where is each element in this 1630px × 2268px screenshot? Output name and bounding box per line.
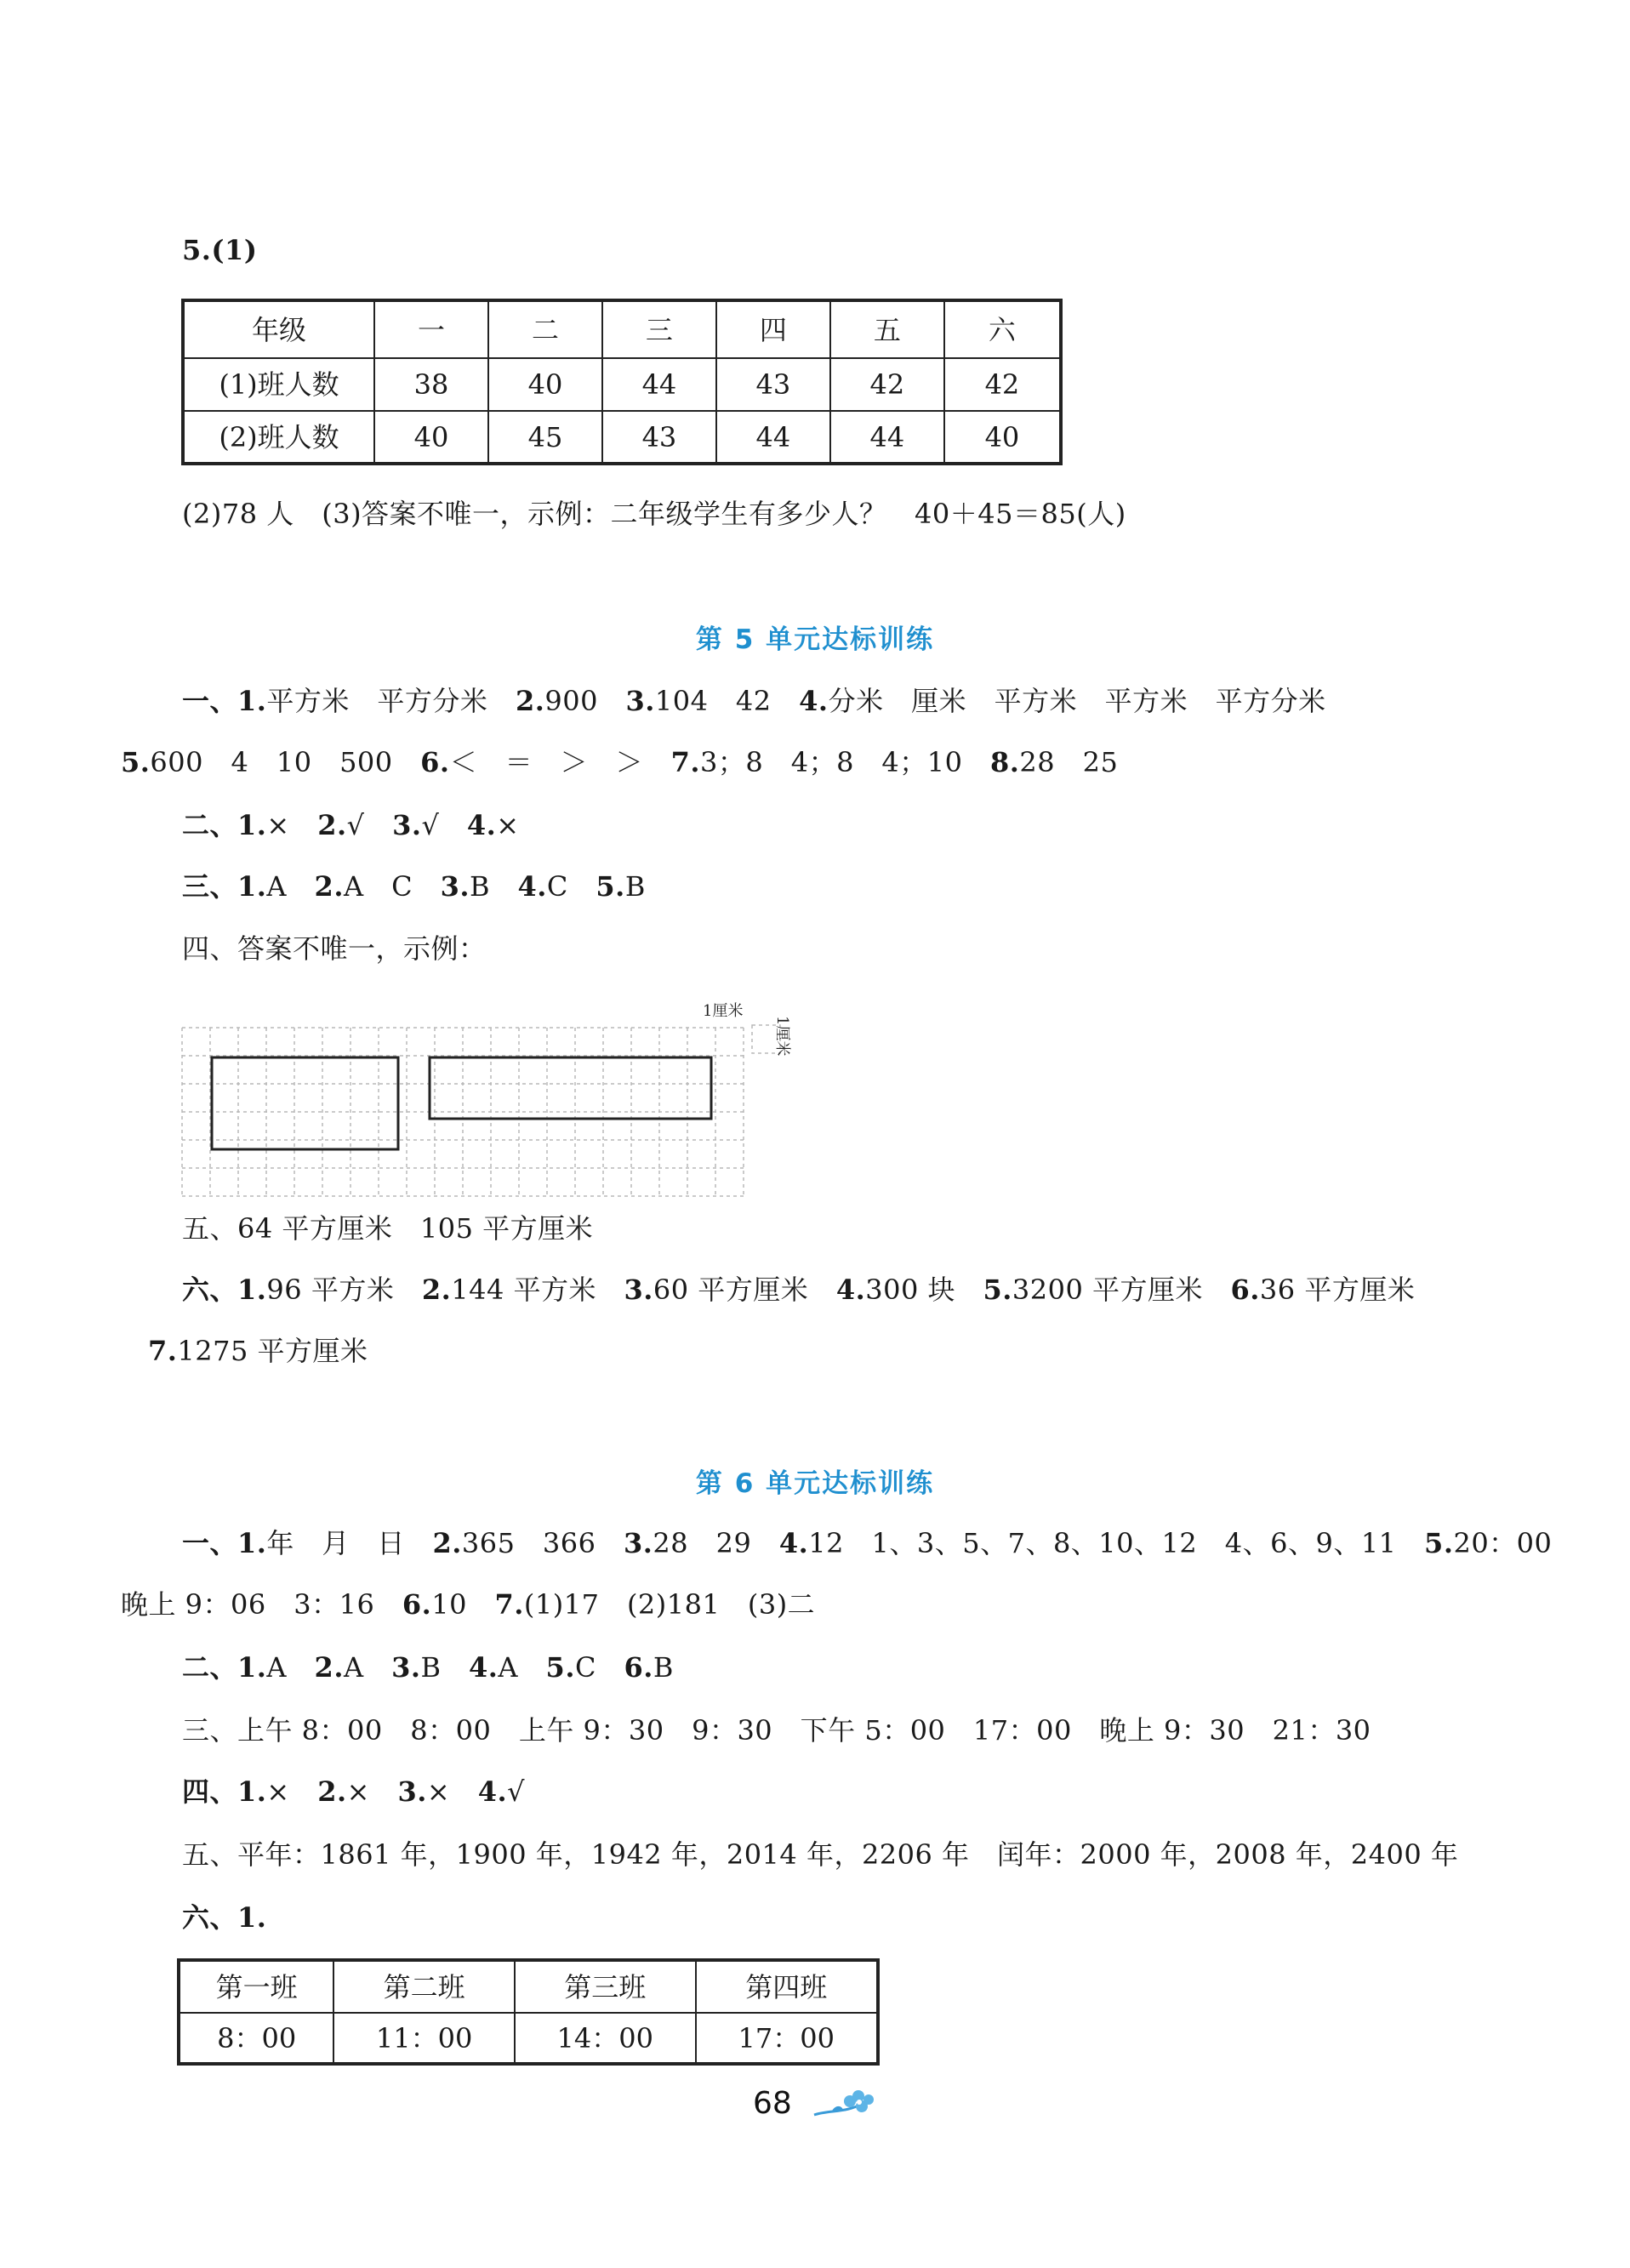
table-row <box>183 411 1061 464</box>
table-cell: 45 <box>488 411 602 464</box>
unit6-section6: 六、1. <box>182 1901 267 1934</box>
flower-ornament-icon <box>812 2084 881 2127</box>
table-header-cell: 第三班 <box>515 1960 696 2013</box>
table-cell: 43 <box>602 411 716 464</box>
table-header-cell: 一 <box>374 300 488 358</box>
table-cell: (1)班人数 <box>183 358 374 411</box>
unit5-section6-line2: 7.1275 平方厘米 <box>148 1335 368 1367</box>
page-number: 68 <box>753 2086 792 2121</box>
table-cell: 44 <box>602 358 716 411</box>
table-row <box>179 2013 878 2064</box>
table-header-cell: 六 <box>944 300 1061 358</box>
grid-lines <box>182 1028 744 1196</box>
unit5-section1-line2: 5.600 4 10 500 6.＜ ＝ ＞ ＞ 7.3；8 4；8 4；10 8.28 25 <box>121 746 1119 778</box>
table-cell: 44 <box>716 411 830 464</box>
table-header-cell: 五 <box>830 300 944 358</box>
unit5-title: 第 5 单元达标训练 <box>695 624 935 655</box>
unit6-section3: 三、上午 8：00 8：00 上午 9：30 9：30 下午 5：00 17：00 晚上 9：30 21：30 <box>182 1714 1371 1747</box>
unit-label-vertical: 1厘米 <box>773 1016 791 1057</box>
table-cell: 40 <box>374 411 488 464</box>
unit5-section6-line1: 六、1.96 平方米 2.144 平方米 3.60 平方厘米 4.300 块 5.3200 平方厘米 6.36 平方厘米 <box>182 1274 1416 1306</box>
table-cell: 38 <box>374 358 488 411</box>
table-header-cell: 第四班 <box>696 1960 878 2013</box>
table-cell: 42 <box>830 358 944 411</box>
bus-schedule-table <box>177 1958 880 2066</box>
unit5-section1-line1: 一、1.平方米 平方分米 2.900 3.104 42 4.分米 厘米 平方米 平方米 平方分米 <box>182 685 1326 717</box>
unit6-section4: 四、1.× 2.× 3.× 4.√ <box>182 1775 526 1808</box>
table-header-cell: 二 <box>488 300 602 358</box>
table-cell: 42 <box>944 358 1061 411</box>
table-header-cell: 第一班 <box>179 1960 333 2013</box>
table-header-row <box>179 1960 878 2013</box>
unit5-section5: 五、64 平方厘米 105 平方厘米 <box>182 1212 594 1245</box>
table-cell: 44 <box>830 411 944 464</box>
table-cell: 17：00 <box>696 2013 878 2064</box>
table-header-cell: 三 <box>602 300 716 358</box>
table-header-cell: 四 <box>716 300 830 358</box>
unit6-section2: 二、1.A 2.A 3.B 4.A 5.C 6.B <box>182 1651 674 1684</box>
table-cell: (2)班人数 <box>183 411 374 464</box>
unit6-section1-line2: 晚上 9：06 3：16 6.10 7.(1)17 (2)181 (3)二 <box>121 1588 816 1621</box>
table-row <box>183 358 1061 411</box>
unit5-section3: 三、1.A 2.A C 3.B 4.C 5.B <box>182 870 646 903</box>
table-cell: 11：00 <box>333 2013 515 2064</box>
table-header-cell: 年级 <box>183 300 374 358</box>
class-size-table <box>181 299 1063 465</box>
table-header-row <box>183 300 1061 358</box>
unit-label-horizontal: 1厘米 <box>703 1002 744 1020</box>
table-cell: 40 <box>488 358 602 411</box>
unit6-section1-line1: 一、1.年 月 日 2.365 366 3.28 29 4.12 1、3、5、7、8、10、12 4、6、9、11 5.20：00 <box>182 1527 1553 1559</box>
table-cell: 14：00 <box>515 2013 696 2064</box>
grid-diagram <box>170 987 800 1200</box>
unit6-section5: 五、平年：1861 年，1900 年，1942 年，2014 年，2206 年 闰年：2000 年，2008 年，2400 年 <box>182 1838 1459 1871</box>
table-header-cell: 第二班 <box>333 1960 515 2013</box>
rectangle-b <box>430 1057 711 1119</box>
table-cell: 40 <box>944 411 1061 464</box>
rectangle-a <box>212 1057 398 1149</box>
table-cell: 8：00 <box>179 2013 333 2064</box>
table-cell: 43 <box>716 358 830 411</box>
unit5-section2: 二、1.× 2.√ 3.√ 4.× <box>182 809 520 841</box>
unit5-section4: 四、答案不唯一，示例： <box>182 932 487 965</box>
q5-answer: (2)78 人 (3)答案不唯一，示例：二年级学生有多少人？ 40＋45＝85(人) <box>182 498 1126 530</box>
q5-label: 5.(1) <box>182 234 258 266</box>
unit6-title: 第 6 单元达标训练 <box>695 1468 935 1499</box>
